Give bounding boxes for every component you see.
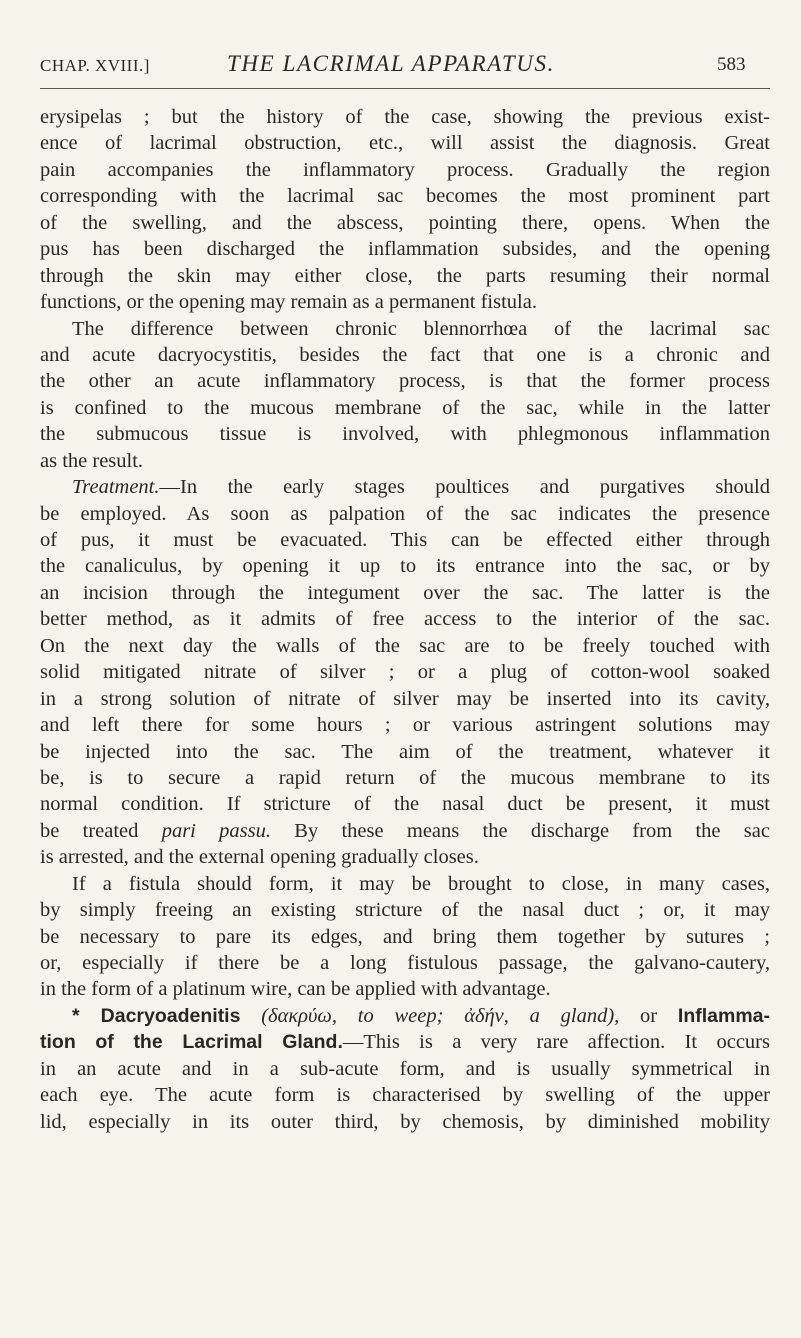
header-rule xyxy=(40,88,770,89)
text-line: be necessary to pare its edges, and bring them together by sutures ; xyxy=(40,925,770,948)
text-line: as the result. xyxy=(40,449,144,472)
section-heading-dacryoadenitis: * Dacryoadenitis xyxy=(72,1004,241,1027)
text-line: of the swelling, and the abscess, pointing there, opens. When the xyxy=(40,211,770,234)
text-line: of pus, it must be evacuated. This can be effected either through xyxy=(40,529,770,551)
text-line: corresponding with the lacrimal sac becomes the most prominent part xyxy=(40,185,770,208)
text-line xyxy=(40,1003,770,1029)
section-label-treatment: Treatment. xyxy=(72,476,160,499)
text-line xyxy=(40,818,770,844)
text-line: or, especially if there be a long fistulous passage, the galvano-cautery, xyxy=(40,952,770,974)
text-line: by simply freeing an existing stricture of the nasal duct ; or, it may xyxy=(40,899,770,922)
text-run: be treated xyxy=(40,819,162,842)
section-heading-inflammation: Inflamma- xyxy=(677,1004,771,1027)
latin-phrase: pari passu. xyxy=(161,819,271,842)
text-line: lid, especially in its outer third, by chemosis, by diminished mobility xyxy=(40,1110,770,1133)
text-line: in the form of a platinum wire, can be applied with advantage. xyxy=(40,978,551,1001)
section-heading-inflammation-cont: tion of the Lacrimal Gland. xyxy=(40,1031,343,1054)
text-run: —This is a very rare affection. It occurs xyxy=(342,1031,770,1054)
text-line xyxy=(40,474,770,500)
text-line: is arrested, and the external opening gradually closes. xyxy=(40,846,479,869)
running-head xyxy=(40,46,770,80)
page-title: THE LACRIMAL APPARATUS. xyxy=(227,51,555,76)
text-line: The difference between chronic blennorrhœa of the lacrimal sac xyxy=(72,317,770,340)
text-line: the submucous tissue is involved, with phlegmonous inflammation xyxy=(40,423,770,446)
text-line: be employed. As soon as palpation of the sac indicates the presence xyxy=(40,502,770,525)
text-line: and left there for some hours ; or various astringent solutions may xyxy=(40,714,770,737)
text-line: be, is to secure a rapid return of the mucous membrane to its xyxy=(40,766,770,789)
text-line: the other an acute inflammatory process, is that the former process xyxy=(40,370,770,393)
text-line: in a strong solution of nitrate of silver may be inserted into its cavity, xyxy=(40,687,770,710)
text-line: If a fistula should form, it may be brought to close, in many cases, xyxy=(72,872,770,895)
body-text xyxy=(40,104,770,1135)
text-line: the canaliculus, by opening it up to its entrance into the sac, or by xyxy=(40,555,770,578)
text-line: through the skin may either close, the parts resuming their normal xyxy=(40,264,770,287)
text-line: normal condition. If stricture of the nasal duct be present, it must xyxy=(40,793,770,816)
text-run: By these means the discharge from the sac xyxy=(270,819,770,842)
text-run: —In the early stages poultices and purgatives should xyxy=(159,476,770,499)
text-line: is confined to the mucous membrane of the sac, while in the latter xyxy=(40,396,770,419)
text-line: On the next day the walls of the sac are to be freely touched with xyxy=(40,634,770,657)
text-line: pus has been discharged the inflammation subsides, and the opening xyxy=(40,238,770,261)
chapter-marker: CHAP. XVIII.] xyxy=(40,56,150,75)
text-line: solid mitigated nitrate of silver ; or a plug of cotton-wool soaked xyxy=(40,661,770,684)
text-line: pain accompanies the inflammatory process. Gradually the region xyxy=(40,158,770,181)
page-number: 583 xyxy=(717,54,746,75)
text-line: ence of lacrimal obstruction, etc., will assist the diagnosis. Great xyxy=(40,132,770,155)
text-line: erysipelas ; but the history of the case, showing the previous exist- xyxy=(40,106,770,128)
text-line: an incision through the integument over the sac. The latter is the xyxy=(40,581,770,604)
text-line: be injected into the sac. The aim of the treatment, whatever it xyxy=(40,740,770,763)
text-line: in an acute and in a sub-acute form, and is usually symmetrical in xyxy=(40,1057,770,1080)
text-line: better method, as it admits of free access to the interior of the sac. xyxy=(40,608,770,631)
text-line xyxy=(40,1029,770,1055)
text-line: functions, or the opening may remain as a permanent fistula. xyxy=(40,291,537,314)
text-run: or xyxy=(619,1004,678,1027)
text-line: each eye. The acute form is characterised by swelling of the upper xyxy=(40,1084,770,1107)
etymology: (δακρύω, to weep; ἀδήν, a gland), xyxy=(240,1004,620,1027)
text-line: and acute dacryocystitis, besides the fact that one is a chronic and xyxy=(40,343,770,366)
